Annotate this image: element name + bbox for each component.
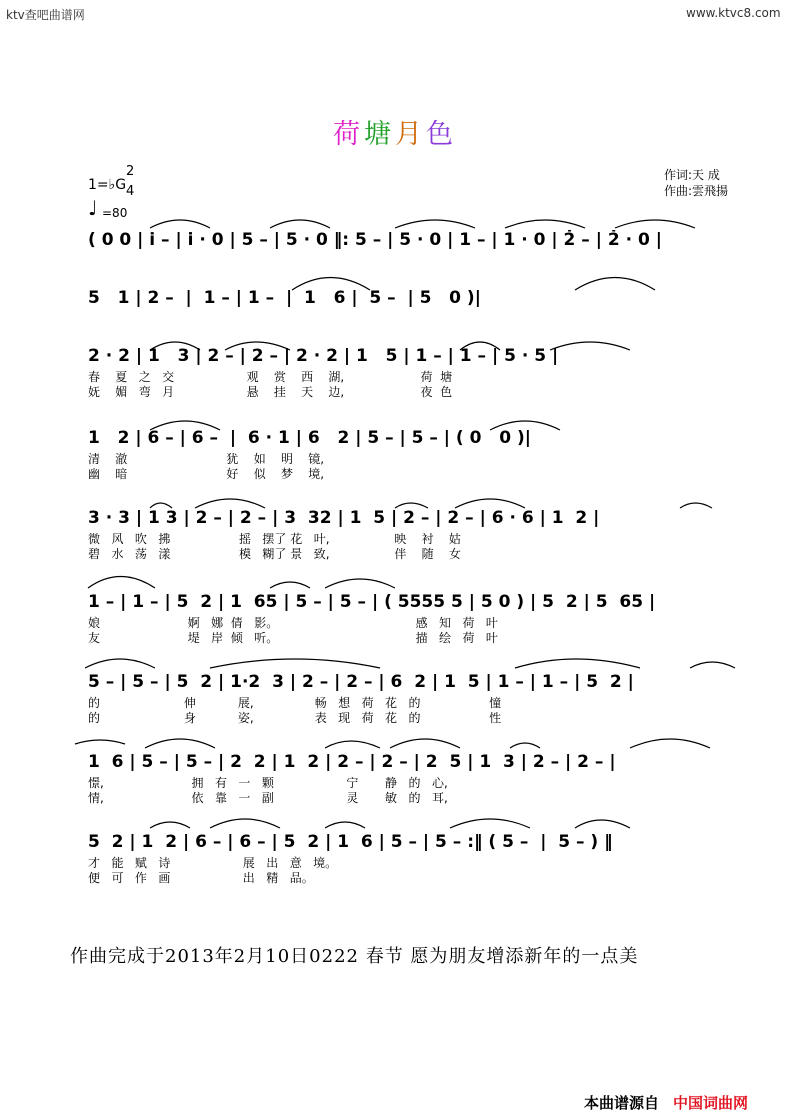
tempo-marking: =80	[102, 206, 128, 220]
score-row-lyric: 春 夏 之 交 观 赏 西 湖, 荷 塘	[88, 370, 453, 384]
score-row-lyric: 幽 暗 好 似 梦 境,	[88, 467, 325, 481]
score-row-lyric: 娘 婀 娜 倩 影。 感 知 荷 叶	[88, 616, 498, 630]
title-char-3: 月	[395, 119, 426, 150]
score-row-notes: 1 – | 1 – | 5 2 | 1 65 | 5 – | 5 – | ( 5555 5 | 5 0 ) | 5 2 | 5 65 |	[88, 592, 656, 612]
score-row-lyric: 清 澈 犹 如 明 镜,	[88, 452, 325, 466]
score-row-notes: 5 1 | 2 – | 1 – | 1 – | 1 6 | 5 – | 5 0 )|	[88, 288, 481, 308]
quarter-note-icon: ♩	[88, 196, 98, 220]
lyricist-credit: 作词:天 成	[664, 168, 720, 182]
score-row-lyric: 友 堤 岸 倾 听。 描 绘 荷 叶	[88, 631, 498, 645]
score-row-lyric: 情, 依 靠 一 副 灵 敏 的 耳,	[88, 791, 448, 805]
score-row-lyric: 便 可 作 画 出 精 品。	[88, 871, 314, 885]
time-signature-top: 2	[126, 164, 135, 179]
site-label-left: ktv查吧曲谱网	[6, 8, 85, 22]
title-char-4: 色	[426, 119, 457, 150]
composer-credit: 作曲:雲飛揚	[664, 184, 729, 198]
score-row-lyric: 碧 水 荡 漾 模 糊了 景 致, 伴 随 女	[88, 547, 461, 561]
score-row-notes: ( 0 0 | i̇ – | i̇ · 0 | 5 – | 5 · 0 ‖: 5 – | 5 · 0 | 1 – | 1 · 0 | 2̇ – | 2̇ · 0 |	[88, 230, 662, 250]
source-label: 本曲谱源自	[584, 1094, 660, 1112]
score-row-notes: 5 – | 5 – | 5 2 | 1·2 3 | 2 – | 2 – | 6 2 | 1 5 | 1 – | 1 – | 5 2 |	[88, 672, 634, 692]
composition-note: 作曲完成于2013年2月10日0222 春节 愿为朋友增添新年的一点美	[70, 946, 639, 967]
score-row-lyric: 微 风 吹 拂 摇 摆了 花 叶, 映 衬 姑	[88, 532, 461, 546]
score-row-notes: 5 2 | 1 2 | 6 – | 6 – | 5 2 | 1 6 | 5 – | 5 – :‖ ( 5 – | 5 – ) ‖	[88, 832, 613, 852]
key-signature: 1=♭G	[88, 177, 127, 193]
score-row-lyric: 憬, 拥 有 一 颗 宁 静 的 心,	[88, 776, 448, 790]
score-row-notes: 2 · 2 | 1 3 | 2 – | 2 – | 2 · 2 | 1 5 | 1 – | 1 – | 5 · 5 |	[88, 346, 559, 366]
score-row-lyric: 的 身 姿, 表 现 荷 花 的 性	[88, 711, 502, 725]
site-label-right: www.ktvc8.com	[686, 6, 781, 20]
time-signature-bottom: 4	[126, 184, 135, 199]
source-brand: 中国词曲网	[673, 1094, 749, 1112]
score-row-lyric: 才 能 赋 诗 展 出 意 境。	[88, 856, 338, 870]
score-row-notes: 1 6 | 5 – | 5 – | 2 2 | 1 2 | 2 – | 2 – | 2 5 | 1 3 | 2 – | 2 – |	[88, 752, 616, 772]
title-char-2: 塘	[364, 119, 395, 150]
title-char-1: 荷	[333, 119, 364, 150]
score-row-notes: 3 · 3 | 1 3 | 2 – | 2 – | 3 32 | 1 5 | 2 – | 2 – | 6 · 6 | 1 2 |	[88, 508, 600, 528]
score-row-lyric: 的 伸 展, 畅 想 荷 花 的 憧	[88, 696, 502, 710]
score-row-notes: 1 2 | 6 – | 6 – | 6 · 1 | 6 2 | 5 – | 5 – | ( 0 0 )|	[88, 428, 531, 448]
source-credit	[584, 1092, 748, 1113]
song-title	[0, 112, 790, 151]
score-row-lyric: 妩 媚 弯 月 悬 挂 天 边, 夜 色	[88, 385, 453, 399]
